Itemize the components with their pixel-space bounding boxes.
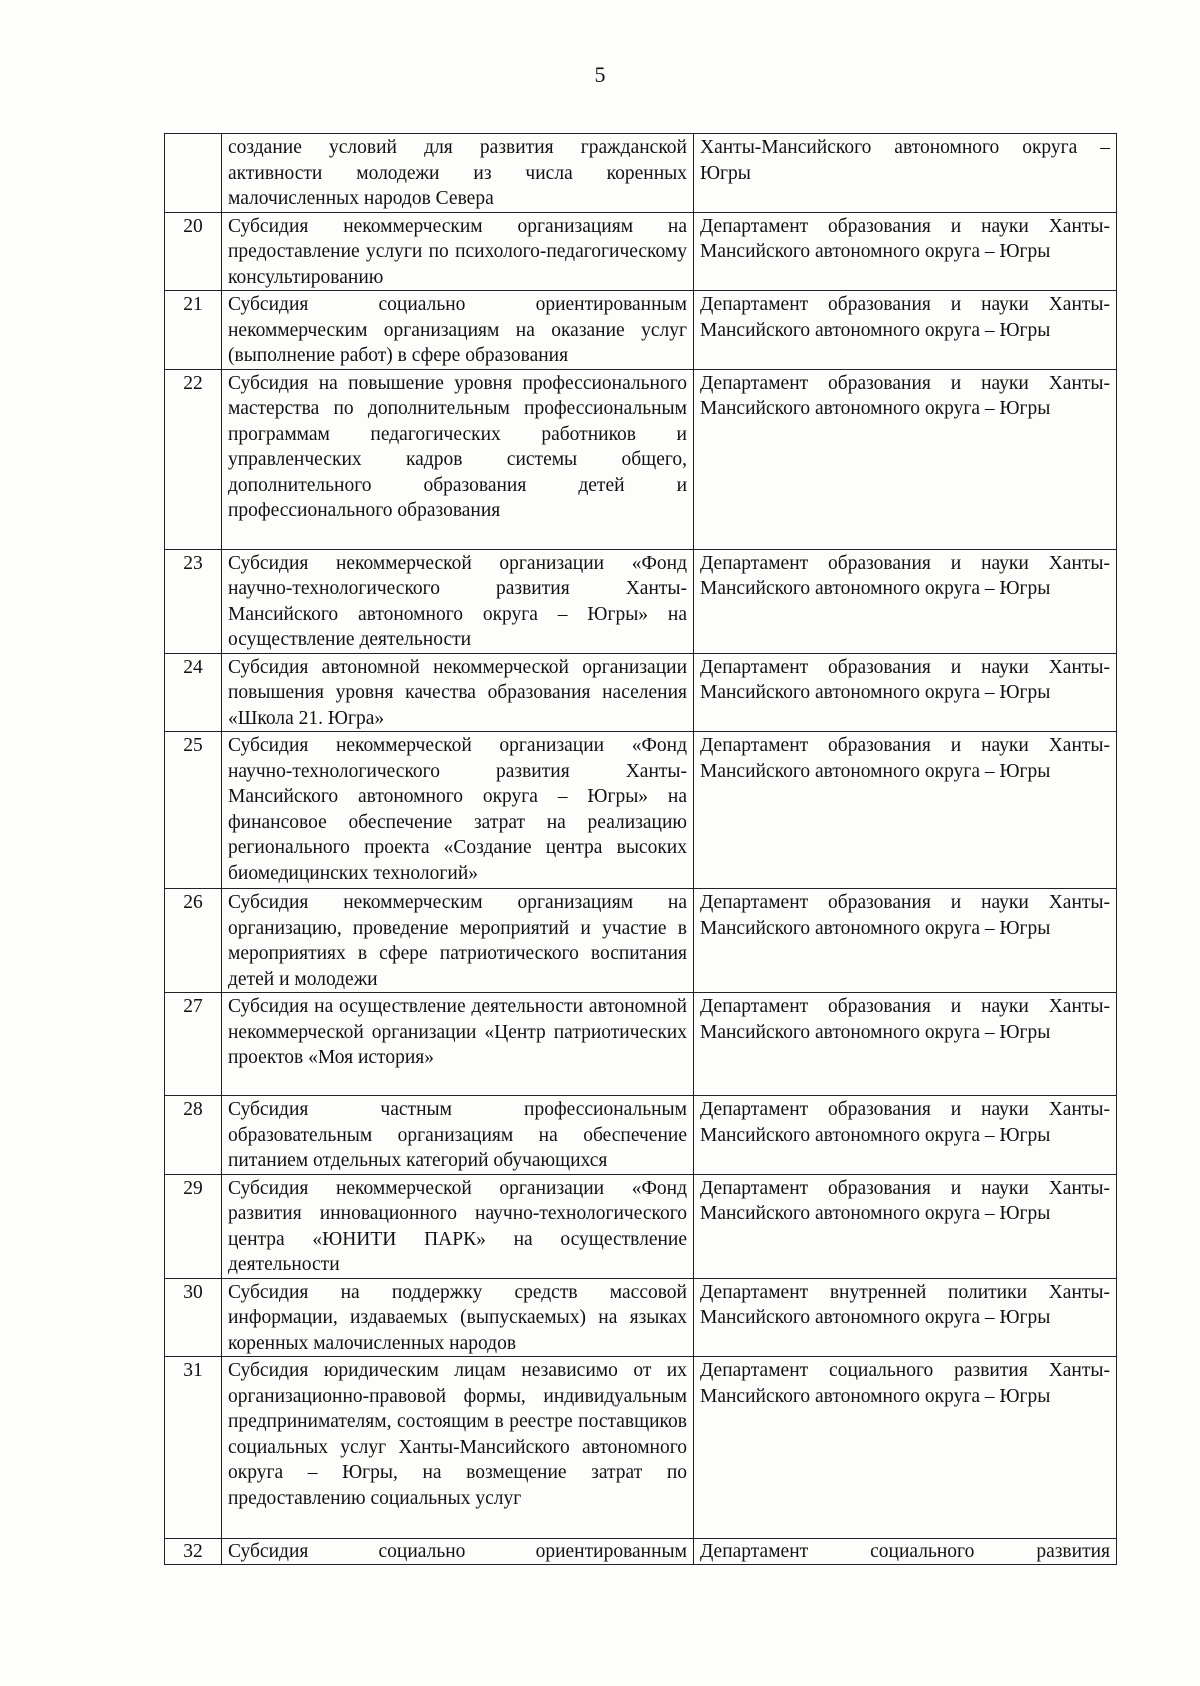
responsible-department: Департамент социального развития Ханты-Мансийского автономного округа – Югры (694, 1357, 1117, 1539)
subsidy-name: Субсидия автономной некоммерческой организации повышения уровня качества образования населения «Школа 21. Югра» (222, 653, 694, 732)
subsidy-name: Субсидия на осуществление деятельности автономной некоммерческой организации «Центр патриотических проектов «Моя история» (222, 993, 694, 1096)
row-number: 21 (165, 291, 222, 370)
row-number: 25 (165, 732, 222, 889)
subsidy-name: Субсидия социально ориентированным некоммерческим организациям на оказание услуг (выполнение работ) в сфере образования (222, 291, 694, 370)
table-row (165, 549, 1117, 653)
table-row (165, 1096, 1117, 1175)
row-number: 26 (165, 889, 222, 993)
responsible-department: Департамент образования и науки Ханты-Мансийского автономного округа – Югры (694, 993, 1117, 1096)
responsible-department: Департамент образования и науки Ханты-Мансийского автономного округа – Югры (694, 212, 1117, 291)
table-row (165, 1539, 1117, 1565)
table-row (165, 653, 1117, 732)
row-number: 28 (165, 1096, 222, 1175)
subsidy-name: Субсидия социально ориентированным (222, 1539, 694, 1565)
responsible-department: Департамент образования и науки Ханты-Мансийского автономного округа – Югры (694, 1174, 1117, 1278)
responsible-department: Ханты-Мансийского автономного округа – Югры (694, 134, 1117, 213)
table-row (165, 889, 1117, 993)
responsible-department: Департамент образования и науки Ханты-Мансийского автономного округа – Югры (694, 291, 1117, 370)
subsidy-name: Субсидия некоммерческой организации «Фонд развития инновационного научно-технологического центра «ЮНИТИ ПАРК» на осуществление деятельности (222, 1174, 694, 1278)
subsidy-name: Субсидия на повышение уровня профессионального мастерства по дополнительным профессиональным программам педагогических работников и управленческих кадров системы общего, дополнительного образования детей и профессионального образования (222, 369, 694, 549)
page-number: 5 (594, 62, 606, 87)
table-row (165, 993, 1117, 1096)
row-number: 32 (165, 1539, 222, 1565)
row-number: 20 (165, 212, 222, 291)
table-row (165, 1357, 1117, 1539)
table-row (165, 1174, 1117, 1278)
subsidy-name: Субсидия некоммерческим организациям на организацию, проведение мероприятий и участие в мероприятиях в сфере патриотического воспитания детей и молодежи (222, 889, 694, 993)
table-row (165, 134, 1117, 213)
table-row (165, 212, 1117, 291)
subsidy-name: создание условий для развития гражданской активности молодежи из числа коренных малочисленных народов Севера (222, 134, 694, 213)
row-number: 22 (165, 369, 222, 549)
subsidy-name: Субсидия частным профессиональным образовательным организациям на обеспечение питанием отдельных категорий обучающихся (222, 1096, 694, 1175)
row-number: 24 (165, 653, 222, 732)
responsible-department: Департамент образования и науки Ханты-Мансийского автономного округа – Югры (694, 549, 1117, 653)
row-number: 23 (165, 549, 222, 653)
subsidy-name: Субсидия юридическим лицам независимо от их организационно-правовой формы, индивидуальным предпринимателям, состоящим в реестре поставщиков социальных услуг Ханты-Мансийского автономного округа – Югры, на возмещение затрат по предоставлению социальных услуг (222, 1357, 694, 1539)
subsidy-name: Субсидия некоммерческой организации «Фонд научно-технологического развития Ханты-Мансийского автономного округа – Югры» на финансовое обеспечение затрат на реализацию регионального проекта «Создание центра высоких биомедицинских технологий» (222, 732, 694, 889)
responsible-department: Департамент образования и науки Ханты-Мансийского автономного округа – Югры (694, 369, 1117, 549)
table-row (165, 369, 1117, 549)
responsible-department: Департамент образования и науки Ханты-Мансийского автономного округа – Югры (694, 732, 1117, 889)
table-row (165, 732, 1117, 889)
row-number: 27 (165, 993, 222, 1096)
responsible-department: Департамент внутренней политики Ханты-Мансийского автономного округа – Югры (694, 1278, 1117, 1357)
subsidies-table (164, 133, 1117, 1565)
subsidy-name: Субсидия некоммерческим организациям на предоставление услуги по психолого-педагогическому консультированию (222, 212, 694, 291)
subsidy-name: Субсидия на поддержку средств массовой информации, издаваемых (выпускаемых) на языках коренных малочисленных народов (222, 1278, 694, 1357)
table-row (165, 1278, 1117, 1357)
row-number (165, 134, 222, 213)
row-number: 31 (165, 1357, 222, 1539)
row-number: 29 (165, 1174, 222, 1278)
subsidy-name: Субсидия некоммерческой организации «Фонд научно-технологического развития Ханты-Мансийского автономного округа – Югры» на осуществление деятельности (222, 549, 694, 653)
responsible-department: Департамент образования и науки Ханты-Мансийского автономного округа – Югры (694, 1096, 1117, 1175)
table-row (165, 291, 1117, 370)
responsible-department: Департамент образования и науки Ханты-Мансийского автономного округа – Югры (694, 653, 1117, 732)
responsible-department: Департамент социального развития (694, 1539, 1117, 1565)
row-number: 30 (165, 1278, 222, 1357)
responsible-department: Департамент образования и науки Ханты-Мансийского автономного округа – Югры (694, 889, 1117, 993)
